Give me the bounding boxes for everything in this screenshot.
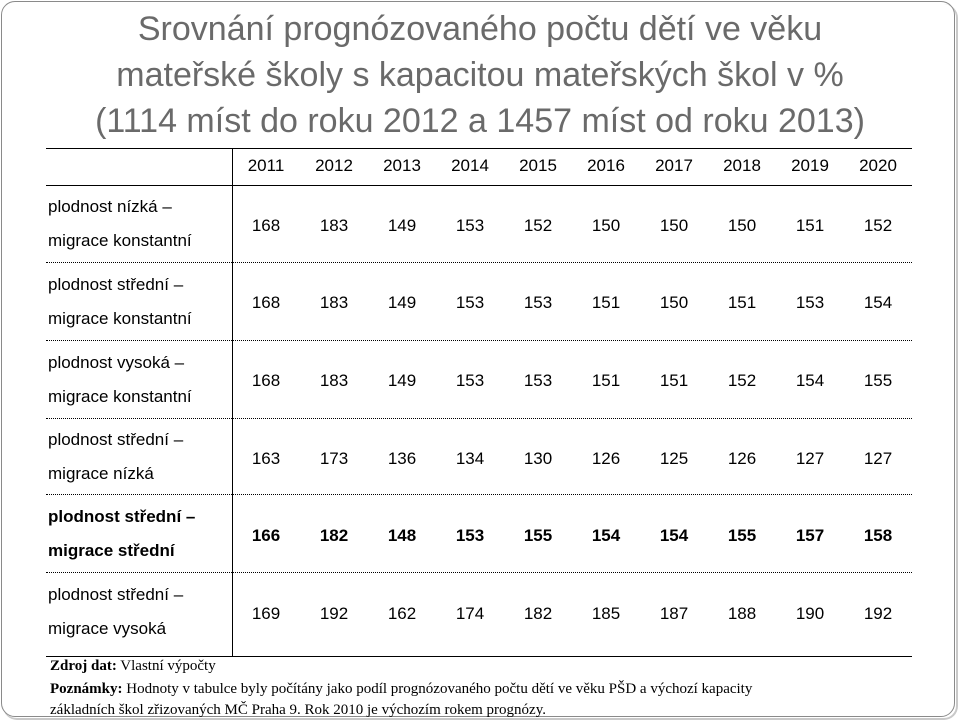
table-cell: 136 <box>387 449 417 468</box>
table-cell: 153 <box>795 293 825 312</box>
table-cell: 169 <box>251 604 281 623</box>
table-cell: 174 <box>455 604 485 623</box>
year-cell: 2020 <box>859 156 897 175</box>
row-label-line-1: plodnost střední – <box>48 585 184 604</box>
table-row <box>232 449 912 469</box>
table-cell: 173 <box>319 449 349 468</box>
year-cell: 2014 <box>451 156 489 175</box>
row-divider <box>46 418 912 419</box>
table-cell: 188 <box>727 604 757 623</box>
header-bottom-rule <box>46 185 912 186</box>
row-label <box>48 578 230 646</box>
year-cell: 2019 <box>791 156 829 175</box>
year-cell: 2018 <box>723 156 761 175</box>
row-label-line-2: migrace konstantní <box>48 387 192 406</box>
title-line-2: mateřské školy s kapacitou mateřských škol v % <box>116 56 844 94</box>
table-cell: 192 <box>863 604 893 623</box>
table-cell: 168 <box>251 371 281 390</box>
table-cell: 151 <box>795 216 825 235</box>
source-text: Vlastní výpočty <box>116 658 216 674</box>
year-cell: 2015 <box>519 156 557 175</box>
row-label <box>48 268 230 336</box>
year-cell: 2016 <box>587 156 625 175</box>
table-cell: 126 <box>591 449 621 468</box>
table-cell: 126 <box>727 449 757 468</box>
row-label-line-2: migrace nízká <box>48 464 154 483</box>
row-divider <box>46 494 912 495</box>
notes <box>50 678 752 700</box>
table-cell: 150 <box>591 216 621 235</box>
table-cell: 148 <box>387 526 417 545</box>
table-cell: 155 <box>523 526 553 545</box>
table-cell: 149 <box>387 371 417 390</box>
table-cell: 162 <box>387 604 417 623</box>
row-label <box>48 190 230 258</box>
table-cell: 152 <box>523 216 553 235</box>
notes-label: Poznámky: <box>50 681 123 697</box>
row-divider <box>46 340 912 341</box>
data-source <box>50 655 216 677</box>
table-row <box>232 216 912 236</box>
table-cell: 154 <box>591 526 621 545</box>
table-cell: 154 <box>795 371 825 390</box>
slide-title <box>0 6 960 144</box>
table-row-highlighted <box>232 526 912 546</box>
row-label-line-1: plodnost střední – <box>48 275 184 294</box>
table-cell: 153 <box>523 293 553 312</box>
row-label-line-2: migrace vysoká <box>48 619 167 638</box>
row-label-line-2: migrace střední <box>48 541 175 560</box>
table-cell: 190 <box>795 604 825 623</box>
notes-line-2 <box>50 699 546 721</box>
title-line-3: (1114 míst do roku 2012 a 1457 míst od roku 2013) <box>95 102 865 140</box>
table-cell: 183 <box>319 216 349 235</box>
table-cell: 183 <box>319 371 349 390</box>
row-label-line-1: plodnost střední – <box>48 430 184 449</box>
row-label-line-1: plodnost střední – <box>48 507 196 526</box>
table-cell: 166 <box>251 526 281 545</box>
table-cell: 153 <box>523 371 553 390</box>
table-cell: 134 <box>455 449 485 468</box>
year-header-row <box>232 156 912 176</box>
table-cell: 149 <box>387 216 417 235</box>
table-top-rule <box>46 148 912 149</box>
table-cell: 182 <box>319 526 349 545</box>
table-cell: 192 <box>319 604 349 623</box>
table-cell: 130 <box>523 449 553 468</box>
row-label <box>48 346 230 414</box>
table-cell: 150 <box>659 216 689 235</box>
table-cell: 151 <box>591 293 621 312</box>
row-label-highlighted <box>48 500 230 568</box>
notes-text-line-2: základních škol zřizovaných MČ Praha 9. Rok 2010 je výchozím rokem prognózy. <box>50 702 546 718</box>
table-cell: 153 <box>455 371 485 390</box>
table-cell: 185 <box>591 604 621 623</box>
table-cell: 154 <box>863 293 893 312</box>
table-cell: 163 <box>251 449 281 468</box>
table-cell: 168 <box>251 293 281 312</box>
source-label: Zdroj dat: <box>50 658 117 674</box>
row-divider <box>46 262 912 263</box>
table-cell: 152 <box>863 216 893 235</box>
table-cell: 152 <box>727 371 757 390</box>
row-label <box>48 423 230 491</box>
table-cell: 127 <box>795 449 825 468</box>
table-cell: 183 <box>319 293 349 312</box>
table-cell: 157 <box>795 526 825 545</box>
row-label-line-1: plodnost nízká – <box>48 197 172 216</box>
table-cell: 150 <box>727 216 757 235</box>
table-row <box>232 604 912 624</box>
table-row <box>232 371 912 391</box>
table-cell: 182 <box>523 604 553 623</box>
year-cell: 2017 <box>655 156 693 175</box>
title-line-1: Srovnání prognózovaného počtu dětí ve věku <box>137 10 823 48</box>
row-divider <box>46 572 912 573</box>
table-cell: 153 <box>455 526 485 545</box>
table-cell: 151 <box>727 293 757 312</box>
row-label-line-2: migrace konstantní <box>48 309 192 328</box>
table-row <box>232 293 912 313</box>
table-cell: 154 <box>659 526 689 545</box>
table-cell: 150 <box>659 293 689 312</box>
table-cell: 151 <box>591 371 621 390</box>
table-cell: 127 <box>863 449 893 468</box>
year-cell: 2011 <box>247 156 285 175</box>
year-cell: 2013 <box>383 156 421 175</box>
table-cell: 155 <box>727 526 757 545</box>
table-cell: 151 <box>659 371 689 390</box>
year-cell: 2012 <box>315 156 353 175</box>
table-cell: 158 <box>863 526 893 545</box>
table-cell: 153 <box>455 293 485 312</box>
table-cell: 153 <box>455 216 485 235</box>
row-label-line-2: migrace konstantní <box>48 231 192 250</box>
notes-text: Hodnoty v tabulce byly počítány jako podíl prognózovaného počtu dětí ve věku PŠD a výchozí kapacity <box>122 681 753 697</box>
table-cell: 168 <box>251 216 281 235</box>
row-label-line-1: plodnost vysoká – <box>48 353 185 372</box>
table-cell: 125 <box>659 449 689 468</box>
table-cell: 155 <box>863 371 893 390</box>
table-cell: 149 <box>387 293 417 312</box>
table-cell: 187 <box>659 604 689 623</box>
